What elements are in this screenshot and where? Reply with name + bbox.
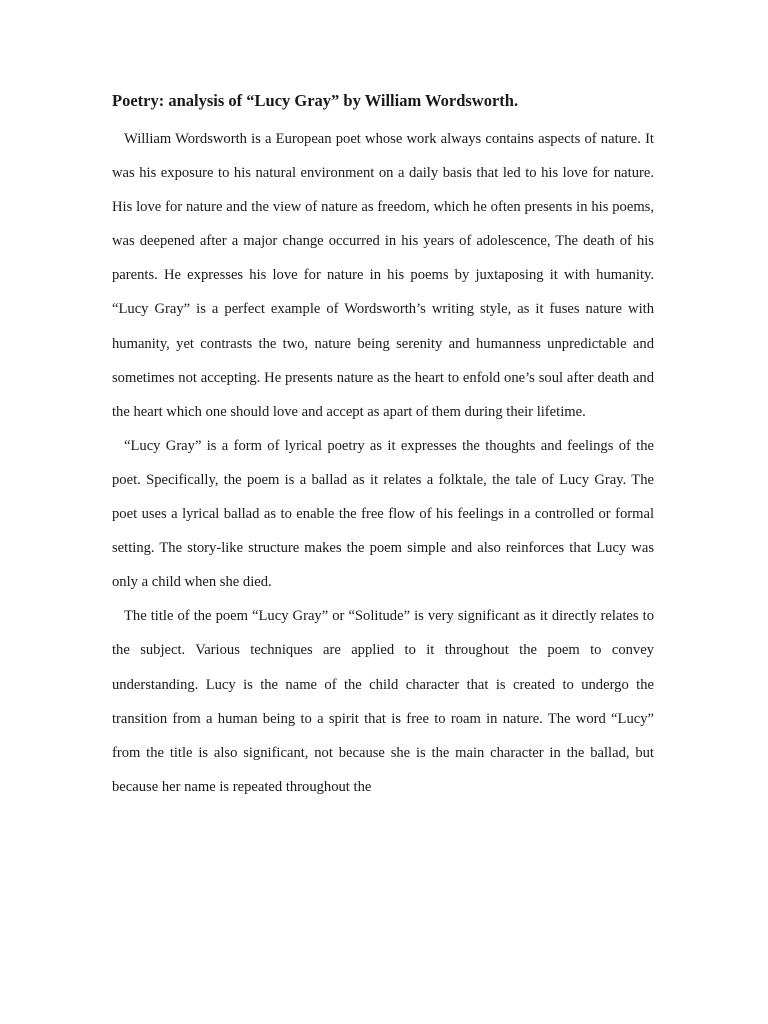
paragraph-title-analysis: The title of the poem “Lucy Gray” or “Solitude” is very significant as it directly relates to the subject. Various techniques are applied to it throughout the poem to convey understanding. Lucy is the name of the child character that is created to undergo the transition from a human being to a spirit that is free to roam in nature. The word “Lucy” from the title is also significant, not because she is the main character in the ballad, but because her name is repeated throughout the: [112, 608, 654, 795]
document-page: [112, 88, 654, 804]
document-title: Poetry: analysis of “Lucy Gray” by William Wordsworth.: [112, 91, 519, 110]
paragraph-lyrical-ballad: “Lucy Gray” is a form of lyrical poetry as it expresses the thoughts and feelings of the poet. Specifically, the poem is a ballad as it relates a folktale, the tale of Lucy Gray. The poet uses a lyrical ballad as to enable the free flow of his feelings in a controlled or formal setting. The story-like structure makes the poem simple and also reinforces that Lucy was only a child when she died.: [112, 437, 654, 591]
paragraph-intro: William Wordsworth is a European poet whose work always contains aspects of nature. It was his exposure to his natural environment on a daily basis that led to his love for nature. His love for nature and the view of nature as freedom, which he often presents in his poems, was deepened after a major change occurred in his years of adolescence, The death of his parents. He expresses his love for nature in his poems by juxtaposing it with humanity. “Lucy Gray” is a perfect example of Wordsworth’s writing style, as it fuses nature with humanity, yet contrasts the two, nature being serenity and humanness unpredictable and sometimes not accepting. He presents nature as the heart to enfold one’s soul after death and the heart which one should love and accept as apart of them during their lifetime.: [112, 131, 654, 420]
